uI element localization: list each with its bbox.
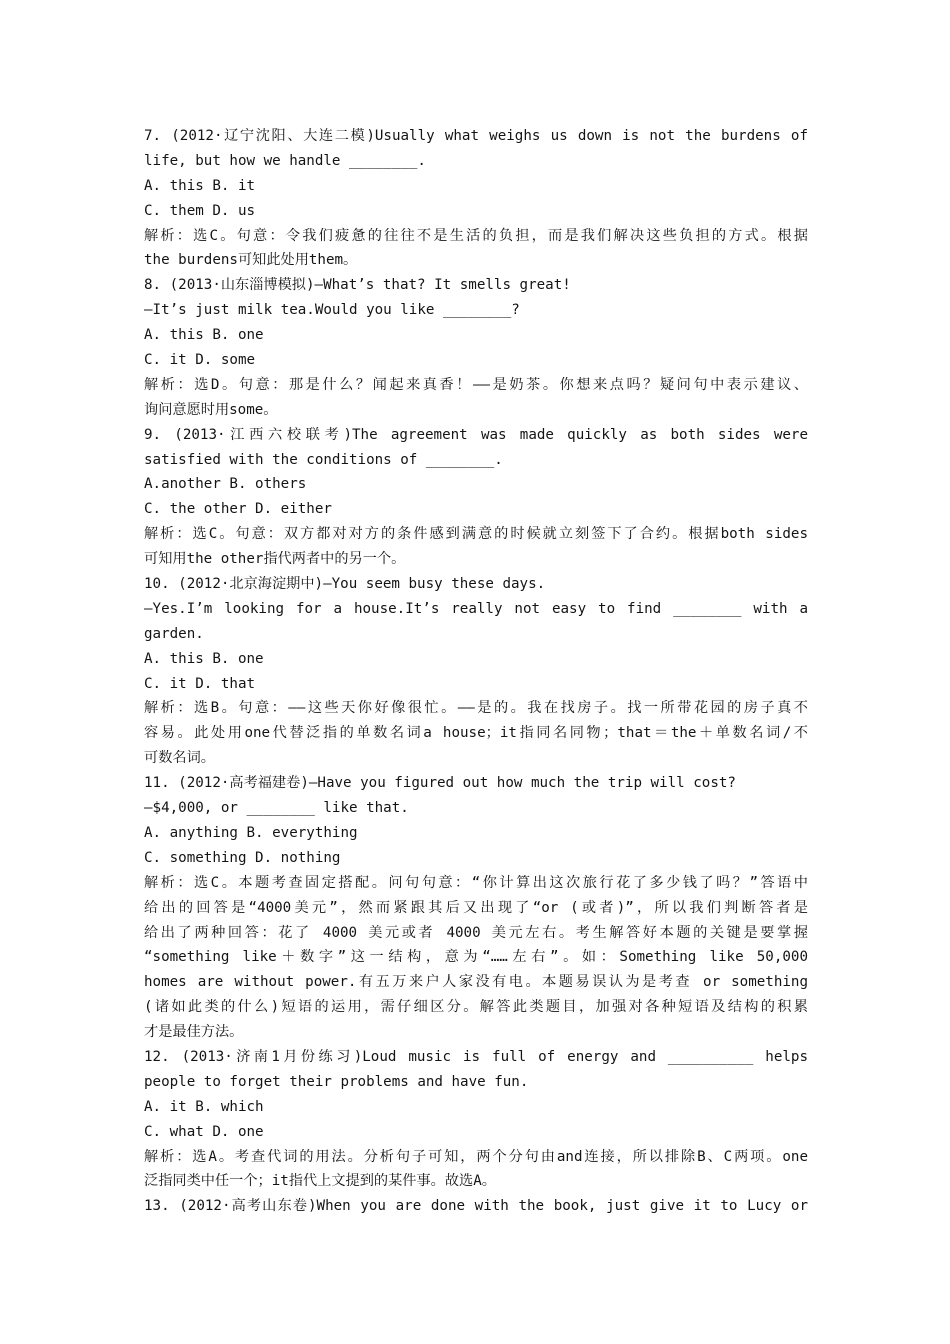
q9-options-cd: C. the other D. either: [144, 501, 332, 518]
q7-analysis-line-1: 解析：选C。句意：令我们疲惫的往往不是生活的负担，而是我们解决这些负担的方式。根据: [144, 227, 808, 244]
q11-analysis-line-4: “something like＋数字”这一结构，意为“……左右”。如：Something like 50,000: [144, 949, 808, 966]
q10-stem-line-3: garden.: [144, 625, 204, 642]
q12-stem-line-1: 12. (2013·济南1月份练习)Loud music is full of energy and __________ helps: [144, 1048, 808, 1065]
q9-analysis-line-2: 可知用the other指代两者中的另一个。: [144, 551, 406, 568]
q10-analysis-line-3: 可数名词。: [144, 750, 215, 767]
q7-stem-line-2: life, but how we handle ________.: [144, 152, 426, 169]
q11-analysis-line-6: (诸如此类的什么)短语的运用，需仔细区分。解答此类题目，加强对各种短语及结构的积累: [144, 999, 808, 1016]
q8-stem-line-1: 8. (2013·山东淄博模拟)—What’s that? It smells great!: [144, 277, 571, 294]
q9-analysis-line-1: 解析：选C。句意：双方都对对方的条件感到满意的时候就立刻签下了合约。根据both sides: [144, 526, 808, 543]
q11-stem-line-1: 11. (2012·高考福建卷)—Have you figured out how much the trip will cost?: [144, 775, 736, 792]
q10-stem-line-2: —Yes.I’m looking for a house.It’s really not easy to find ________ with a: [144, 600, 808, 617]
q9-stem-line-1: 9. (2013·江西六校联考)The agreement was made quickly as both sides were: [144, 426, 808, 443]
q11-analysis-line-1: 解析：选C。本题考查固定搭配。问句句意：“你计算出这次旅行花了多少钱了吗？”答语中: [144, 874, 808, 891]
q10-stem-line-1: 10. (2012·北京海淀期中)—You seem busy these days.: [144, 576, 546, 593]
q10-analysis-line-1: 解析：选B。句意：——这些天你好像很忙。——是的。我在找房子。找一所带花园的房子真不: [144, 700, 808, 717]
q11-analysis-line-5: homes are without power.有五万来户人家没有电。本题易误认为是考查 or something: [144, 974, 808, 991]
q10-options-cd: C. it D. that: [144, 675, 256, 692]
q11-analysis-line-2: 给出的回答是“4000美元”，然而紧跟其后又出现了“or (或者)”，所以我们判断答者是: [144, 899, 808, 916]
q8-analysis-line-2: 询问意愿时用some。: [144, 401, 278, 418]
q11-options-cd: C. something D. nothing: [144, 849, 341, 866]
q7-options-ab: A. this B. it: [144, 177, 256, 194]
q11-analysis-line-7: 才是最佳方法。: [144, 1024, 244, 1041]
q10-analysis-line-2: 容易。此处用one代替泛指的单数名词a house；it指同名同物；that＝the＋单数名词/不: [144, 725, 808, 742]
q12-stem-line-2: people to forget their problems and have fun.: [144, 1073, 529, 1090]
q7-stem-line-1: 7. (2012·辽宁沈阳、大连二模)Usually what weighs us down is not the burdens of: [144, 128, 808, 144]
q13-stem-line-1: 13. (2012·高考山东卷)When you are done with the book, just give it to Lucy or: [144, 1198, 808, 1215]
q9-stem-line-2: satisfied with the conditions of ________.: [144, 451, 503, 468]
q7-options-cd: C. them D. us: [144, 202, 256, 219]
q8-analysis-line-1: 解析：选D。句意：那是什么？闻起来真香！——是奶茶。你想来点吗？疑问句中表示建议、: [144, 376, 808, 393]
document-page: [144, 124, 808, 1219]
q8-options-cd: C. it D. some: [144, 352, 256, 369]
q12-analysis-line-2: 泛指同类中任一个；it指代上文提到的某件事。故选A。: [144, 1173, 496, 1190]
q11-stem-line-2: —$4,000, or ________ like that.: [144, 800, 409, 817]
q11-analysis-line-3: 给出了两种回答：花了 4000 美元或者 4000 美元左右。考生解答好本题的关键是要掌握: [144, 924, 808, 941]
q9-options-ab: A.another B. others: [144, 476, 307, 493]
q12-options-cd: C. what D. one: [144, 1123, 264, 1140]
q12-options-ab: A. it B. which: [144, 1098, 264, 1115]
q10-options-ab: A. this B. one: [144, 650, 264, 667]
q7-analysis-line-2: the burdens可知此处用them。: [144, 252, 358, 269]
q12-analysis-line-1: 解析：选A。考查代词的用法。分析句子可知，两个分句由and连接，所以排除B、C两项。one: [144, 1148, 808, 1165]
q11-options-ab: A. anything B. everything: [144, 824, 358, 841]
q8-stem-line-2: —It’s just milk tea.Would you like ________?: [144, 302, 520, 319]
q8-options-ab: A. this B. one: [144, 327, 264, 344]
